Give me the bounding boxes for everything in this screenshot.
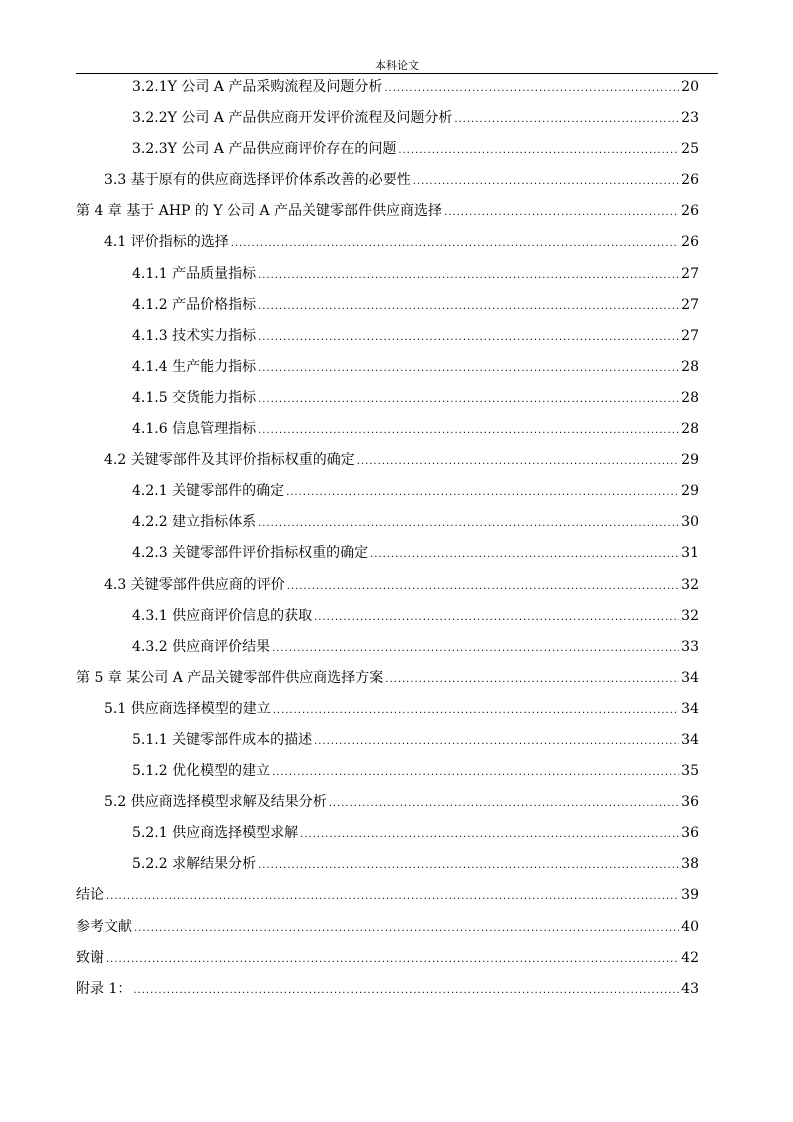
toc-entry-label: 4.1.1 产品质量指标 <box>132 265 257 282</box>
toc-entry[interactable] <box>76 72 699 103</box>
toc-entry[interactable] <box>76 570 699 601</box>
toc-entry-label: 4.1.4 生产能力指标 <box>132 358 257 375</box>
toc-dot-leader <box>370 539 679 570</box>
toc-entry-label: 3.2.2Y 公司 A 产品供应商开发评价流程及问题分析 <box>132 110 453 127</box>
toc-entry-label: 4.1.6 信息管理指标 <box>132 421 257 438</box>
toc-entry-label: 3.2.3Y 公司 A 产品供应商评价存在的问题 <box>132 141 397 158</box>
toc-dot-leader <box>357 446 679 477</box>
toc-entry[interactable] <box>76 818 699 849</box>
toc-dot-leader <box>134 913 679 944</box>
toc-entry-label: 5.1 供应商选择模型的建立 <box>104 700 271 717</box>
toc-entry-page: 26 <box>681 234 699 251</box>
toc-dot-leader <box>287 571 679 602</box>
toc-entry-label: 4.1.5 交货能力指标 <box>132 389 257 406</box>
toc-entry[interactable] <box>76 663 699 694</box>
toc-entry-label: 致谢 <box>76 949 104 966</box>
toc-dot-leader <box>300 819 679 850</box>
toc-entry-page: 35 <box>681 763 699 780</box>
toc-entry[interactable] <box>76 912 699 943</box>
toc-dot-leader <box>258 415 679 446</box>
toc-entry[interactable] <box>76 476 699 507</box>
toc-entry[interactable] <box>76 321 699 352</box>
toc-entry-label: 结论 <box>76 887 104 904</box>
toc-entry-page: 36 <box>681 825 699 842</box>
toc-entry-page: 27 <box>681 296 699 313</box>
toc-dot-leader <box>133 975 679 1006</box>
toc-entry-label: 4.3.1 供应商评价信息的获取 <box>132 607 313 624</box>
toc-entry-label: 5.2.1 供应商选择模型求解 <box>132 825 299 842</box>
toc-dot-leader <box>272 633 679 664</box>
toc-entry-label: 4.2.1 关键零部件的确定 <box>132 483 285 500</box>
toc-entry[interactable] <box>76 165 699 196</box>
toc-entry-label: 5.2 供应商选择模型求解及结果分析 <box>104 794 327 811</box>
toc-entry-label: 4.2.2 建立指标体系 <box>132 514 257 531</box>
toc-entry-label: 4.2.3 关键零部件评价指标权重的确定 <box>132 545 369 562</box>
toc-dot-leader <box>454 104 679 135</box>
toc-dot-leader <box>258 291 679 322</box>
toc-dot-leader <box>398 135 679 166</box>
toc-dot-leader <box>329 788 679 819</box>
toc-entry[interactable] <box>76 632 699 663</box>
toc-entry-label: 附录 1： <box>76 980 132 997</box>
toc-dot-leader <box>444 197 679 228</box>
toc-dot-leader <box>258 508 679 539</box>
toc-dot-leader <box>258 260 679 291</box>
toc-entry-page: 27 <box>681 265 699 282</box>
toc-entry[interactable] <box>76 601 699 632</box>
toc-entry[interactable] <box>76 756 699 787</box>
toc-entry-page: 33 <box>681 638 699 655</box>
toc-entry-label: 3.3 基于原有的供应商选择评价体系改善的必要性 <box>104 172 411 189</box>
toc-entry-label: 5.1.1 关键零部件成本的描述 <box>132 731 313 748</box>
toc-entry-page: 30 <box>681 514 699 531</box>
toc-dot-leader <box>286 477 679 508</box>
toc-entry-page: 26 <box>681 172 699 189</box>
toc-dot-leader <box>385 664 679 695</box>
toc-entry-page: 28 <box>681 358 699 375</box>
toc-dot-leader <box>384 73 679 104</box>
toc-entry-page: 27 <box>681 327 699 344</box>
page-header: 本科论文 <box>375 59 419 72</box>
toc-entry-page: 29 <box>681 452 699 469</box>
toc-entry-label: 3.2.1Y 公司 A 产品采购流程及问题分析 <box>132 79 383 95</box>
toc-entry-page: 40 <box>681 918 699 935</box>
toc-entry-page: 26 <box>681 203 699 220</box>
toc-entry-page: 28 <box>681 389 699 406</box>
toc-entry-label: 第 5 章 某公司 A 产品关键零部件供应商选择方案 <box>76 669 384 686</box>
toc-entry-page: 36 <box>681 794 699 811</box>
toc-entry[interactable] <box>76 445 699 476</box>
toc-entry-label: 4.1 评价指标的选择 <box>104 234 229 251</box>
toc-entry-label: 5.1.2 优化模型的建立 <box>132 763 271 780</box>
toc-entry[interactable] <box>76 383 699 414</box>
toc-entry[interactable] <box>76 103 699 134</box>
toc-dot-leader <box>272 757 679 788</box>
toc-dot-leader <box>106 944 679 975</box>
toc-dot-leader <box>413 166 679 197</box>
toc-entry-label: 5.2.2 求解结果分析 <box>132 856 257 873</box>
toc-entry[interactable] <box>76 227 699 258</box>
toc-entry-page: 38 <box>681 856 699 873</box>
toc-entry-page: 31 <box>681 545 699 562</box>
toc-entry-label: 4.3 关键零部件供应商的评价 <box>104 576 285 593</box>
toc-entry[interactable] <box>76 974 699 1005</box>
toc-entry[interactable] <box>76 352 699 383</box>
toc-entry-page: 42 <box>681 949 699 966</box>
toc-entry[interactable] <box>76 414 699 445</box>
toc-entry-label: 4.3.2 供应商评价结果 <box>132 638 271 655</box>
toc-dot-leader <box>314 602 679 633</box>
toc-entry-page: 29 <box>681 483 699 500</box>
toc-entry-page: 32 <box>681 607 699 624</box>
toc-dot-leader <box>258 353 679 384</box>
toc-dot-leader <box>273 695 679 726</box>
toc-entry[interactable] <box>76 787 699 818</box>
toc-entry-label: 4.2 关键零部件及其评价指标权重的确定 <box>104 452 355 469</box>
toc-entry-page: 28 <box>681 421 699 438</box>
toc-entry[interactable] <box>76 694 699 725</box>
toc-entry-page: 32 <box>681 576 699 593</box>
toc-entry-page: 39 <box>681 887 699 904</box>
toc-entry-page: 43 <box>681 980 699 997</box>
table-of-contents <box>76 72 699 1005</box>
toc-dot-leader <box>258 384 679 415</box>
toc-entry[interactable] <box>76 259 699 290</box>
toc-entry-label: 4.1.2 产品价格指标 <box>132 296 257 313</box>
toc-entry[interactable] <box>76 943 699 974</box>
toc-dot-leader <box>231 228 679 259</box>
toc-entry[interactable] <box>76 725 699 756</box>
toc-entry-label: 4.1.3 技术实力指标 <box>132 327 257 344</box>
toc-entry-label: 第 4 章 基于 AHP 的 Y 公司 A 产品关键零部件供应商选择 <box>76 203 443 220</box>
toc-entry[interactable] <box>76 507 699 538</box>
toc-entry-page: 34 <box>681 700 699 717</box>
toc-entry[interactable] <box>76 134 699 165</box>
toc-entry-label: 参考文献 <box>76 918 132 935</box>
toc-entry[interactable] <box>76 196 699 227</box>
toc-entry-page: 20 <box>681 79 699 95</box>
toc-entry-page: 23 <box>681 110 699 127</box>
toc-entry[interactable] <box>76 880 699 911</box>
toc-entry-page: 34 <box>681 731 699 748</box>
toc-dot-leader <box>258 322 679 353</box>
toc-entry[interactable] <box>76 849 699 880</box>
toc-dot-leader <box>106 881 679 912</box>
toc-entry-page: 25 <box>681 141 699 158</box>
toc-entry[interactable] <box>76 538 699 569</box>
toc-entry[interactable] <box>76 290 699 321</box>
toc-entry-page: 34 <box>681 669 699 686</box>
toc-dot-leader <box>314 726 679 757</box>
toc-dot-leader <box>258 850 679 881</box>
